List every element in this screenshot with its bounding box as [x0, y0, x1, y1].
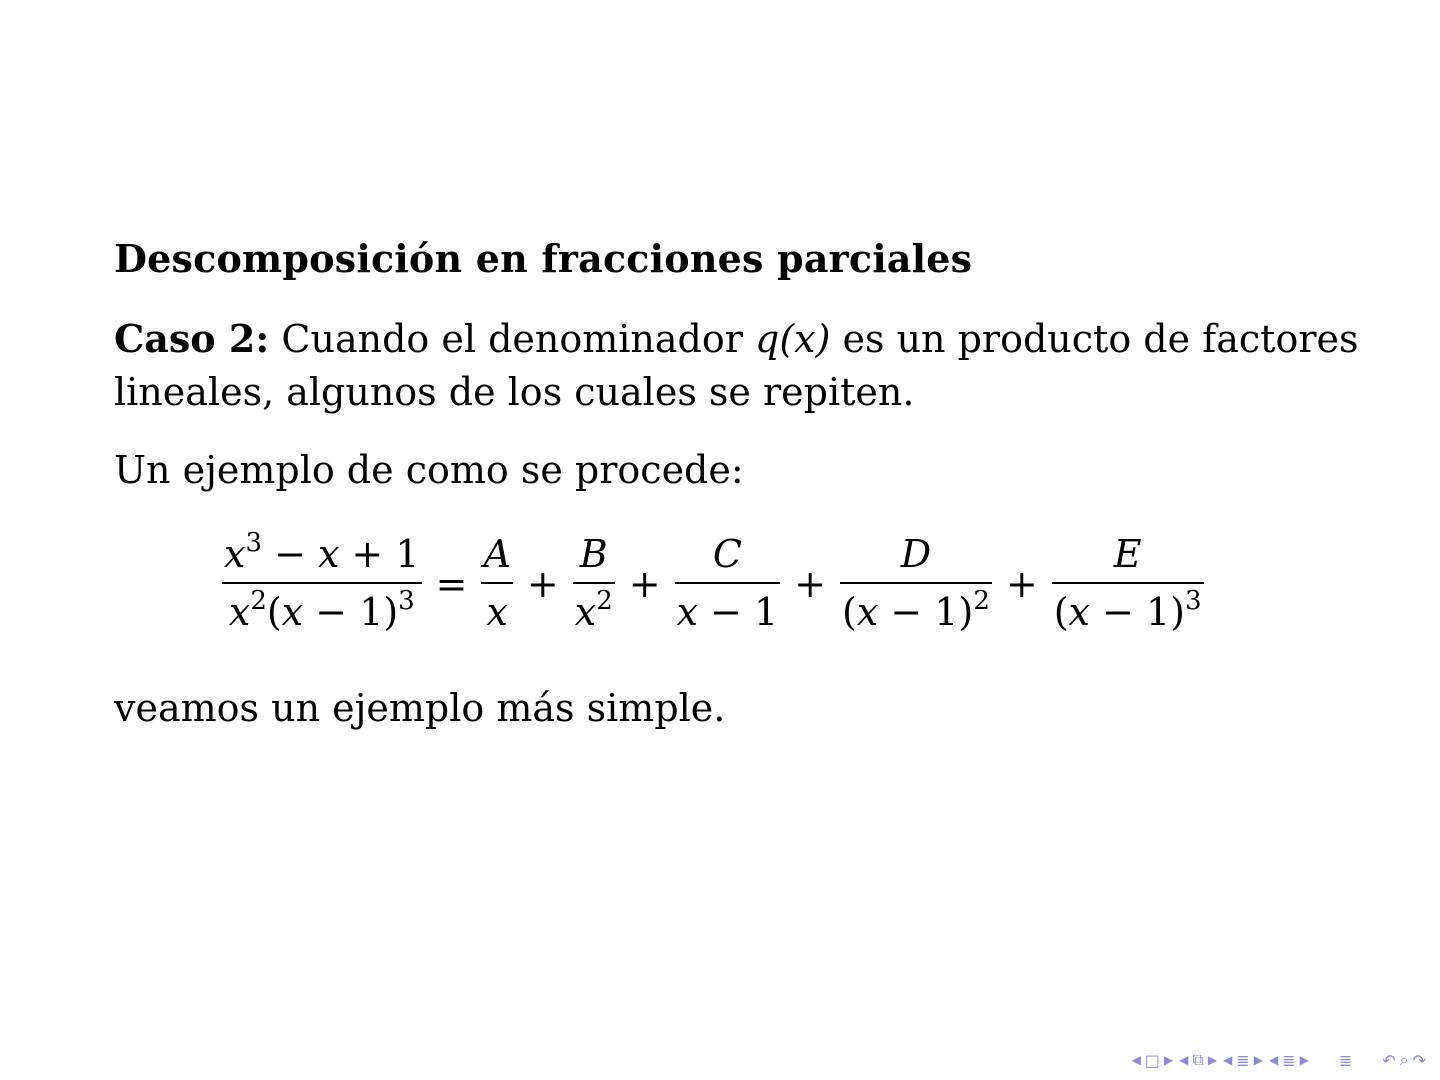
search-nav[interactable]: [1382, 1050, 1426, 1070]
lhs-denominator: $x^2(x - 1)^3$: [228, 586, 415, 634]
term-c-numerator: C: [712, 532, 742, 576]
slide-title: Descomposición en fracciones parciales: [114, 236, 973, 281]
term-b-denominator: $x^2$: [574, 586, 613, 634]
case-text-before: Cuando el denominador: [269, 317, 755, 361]
arrow-left-icon[interactable]: ◀: [1268, 1053, 1279, 1067]
subsection-icon[interactable]: ⧉: [1192, 1050, 1204, 1069]
document-icon[interactable]: ≣: [1282, 1050, 1296, 1070]
fraction-bar: [840, 582, 992, 584]
case-math: q(x): [755, 317, 831, 361]
term-e-numerator: E: [1113, 532, 1142, 576]
term-c-denominator: x − 1: [676, 590, 779, 634]
term-b-numerator: B: [579, 532, 608, 576]
term-d-denominator: $(x - 1)^2$: [842, 586, 990, 634]
frame-nav[interactable]: [1132, 1051, 1174, 1070]
section-nav[interactable]: [1223, 1051, 1263, 1070]
plus-sign: +: [526, 562, 559, 606]
fraction-bar: [222, 582, 422, 584]
partial-fraction-equation: [218, 530, 1208, 638]
outline-nav[interactable]: [1339, 1051, 1352, 1070]
lhs-numerator: $x^3 - x + 1$: [224, 528, 420, 576]
case-paragraph: [114, 312, 1358, 419]
fraction-bar: [1052, 582, 1204, 584]
term-e-denominator: $(x - 1)^3$: [1053, 586, 1202, 634]
term-e: [1048, 530, 1208, 638]
arrow-left-icon[interactable]: ◀: [1131, 1053, 1141, 1067]
frame-icon[interactable]: □: [1144, 1050, 1160, 1070]
arrow-left-icon[interactable]: ◀: [1223, 1053, 1233, 1067]
lhs-fraction: [218, 530, 426, 638]
plus-sign: +: [794, 562, 827, 606]
arrow-right-icon[interactable]: ▶: [1299, 1053, 1309, 1067]
case-text-after: es un producto de factores: [830, 317, 1359, 361]
back-icon[interactable]: ↶: [1382, 1050, 1396, 1070]
beamer-navigation-bar: [1132, 1050, 1426, 1070]
plus-sign: +: [628, 562, 661, 606]
fraction-bar: [675, 582, 781, 584]
search-icon[interactable]: ⌕: [1399, 1050, 1409, 1069]
fraction-bar: [481, 582, 512, 584]
term-a: [477, 530, 516, 638]
case-line-2: lineales, algunos de los cuales se repiten.: [114, 370, 915, 414]
plus-sign: +: [1005, 562, 1038, 606]
term-a-denominator: x: [486, 590, 508, 634]
case-label: Caso 2:: [114, 316, 270, 361]
subsection-nav[interactable]: [1179, 1050, 1217, 1070]
document-nav[interactable]: [1269, 1051, 1309, 1070]
forward-icon[interactable]: ↷: [1412, 1050, 1426, 1070]
closing-text: veamos un ejemplo más simple.: [114, 686, 726, 730]
arrow-left-icon[interactable]: ◀: [1179, 1053, 1189, 1067]
example-intro: Un ejemplo de como se procede:: [114, 448, 744, 492]
term-d: [836, 530, 996, 638]
section-icon[interactable]: ≣: [1236, 1050, 1250, 1070]
term-c: [671, 530, 785, 638]
equals-sign: =: [435, 562, 468, 606]
arrow-right-icon[interactable]: ▶: [1253, 1053, 1263, 1067]
outline-icon[interactable]: ≣: [1338, 1050, 1353, 1070]
term-a-numerator: A: [483, 532, 511, 576]
arrow-right-icon[interactable]: ▶: [1163, 1053, 1174, 1067]
term-d-numerator: D: [900, 532, 932, 576]
term-b: [569, 530, 619, 638]
fraction-bar: [573, 582, 615, 584]
arrow-right-icon[interactable]: ▶: [1207, 1053, 1218, 1067]
